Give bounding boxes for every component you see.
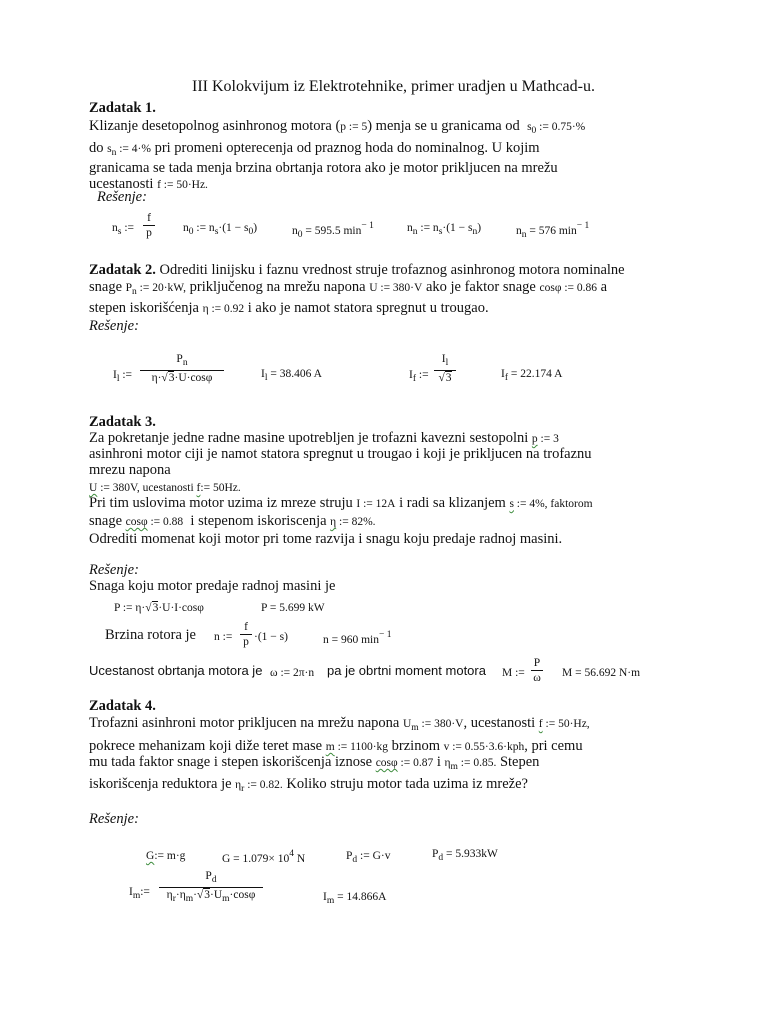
z3-m-def: M :=	[502, 667, 525, 679]
z3-omega-def: ω := 2π·n	[270, 667, 315, 679]
z3-resenje-label: Rešenje:	[89, 562, 139, 578]
z2-line3: stepen iskorišćenja η := 0.92 i ako je namot statora spregnut u trougao.	[89, 300, 489, 316]
z3-n-def2: ·(1 − s)	[254, 631, 288, 643]
z2-heading: Zadatak 2.	[89, 262, 156, 278]
z1-nn-def: $n_n$ := $n_s\cdot(1 - s_n)$	[407, 222, 482, 237]
z3-line3: mrezu napona	[89, 462, 171, 478]
z4-pd-result: $P_d = 5.933kW$	[432, 848, 498, 863]
z3-brzina-text: Brzina rotora je	[105, 627, 196, 643]
z2-if-fraction: $\frac{I_l}{√3}$	[434, 352, 456, 385]
z2-il-fraction: $\frac{P_n}{\eta\cdot√3\cdot U\cdot\cos\varphi}$	[140, 352, 224, 385]
z3-line1: Za pokretanje jedne radne masine upotrebljen je trofazni kavezni sestopolni p := 3	[89, 430, 559, 446]
z2-il-result: $I_l = 38.406$ A	[261, 368, 322, 383]
z1-nn-result: $n_n = 576$ $\min^{- 1}$	[516, 221, 590, 240]
z2-line1: Zadatak 2. Odrediti linijsku i faznu vrednost struje trofaznog asinhronog motora nominalne	[89, 262, 625, 278]
z1-ns-lhs: $n_s$ :=	[112, 222, 135, 237]
z1-resenje-label: Rešenje:	[97, 189, 147, 205]
z1-line3: granicama se tada menja brzina obrtanja rotora ako je motor prikljucen na mrežu	[89, 160, 558, 176]
z3-line5: Pri tim uslovima motor uzima iz mreze struju I := 12A i radi sa klizanjem s := 4%, faktorom	[89, 495, 593, 511]
z4-line2: pokrece mehanizam koji diže teret mase m := 1100·kg brzinom v := 0.55·3.6·kph, pri cemu	[89, 738, 583, 754]
z4-im-lhs: $I_m:=$	[129, 886, 150, 901]
z2-if-lhs: $I_f$ :=	[409, 369, 429, 384]
z1-line2: do $s_n$ := 4·% pri promeni opterecenja od praznog hoda do nominalnog. U kojim	[89, 140, 540, 158]
z3-line6: snage cosφ := 0.88 i stepenom iskoriscenja η := 82%.	[89, 513, 376, 529]
z2-resenje-label: Rešenje:	[89, 318, 139, 334]
z3-ucestanost-text: Ucestanost obrtanja motora je	[89, 663, 263, 678]
z4-resenje-label: Rešenje:	[89, 811, 139, 827]
z4-line4: iskorišcenja reduktora je $\eta_r$ := 0.82. Koliko struju motor tada uzima iz mreže?	[89, 776, 528, 794]
z1-line1: Klizanje desetopolnog asinhronog motora (p := 5) menja se u granicama od $s_0$ := 0.75·%	[89, 118, 586, 136]
page-title: III Kolokvijum iz Elektrotehnike, primer uradjen u Mathcad-u.	[192, 78, 595, 95]
z4-pd-def: $P_d$ := G·v	[346, 850, 391, 865]
z3-n-def: n :=	[214, 631, 233, 643]
z3-line7: Odrediti momenat koji motor pri tome razvija i snagu koju predaje radnoj masini.	[89, 531, 563, 547]
z1-ns-fraction: $\frac{f}{p}$	[143, 211, 155, 240]
z4-line3: mu tada faktor snage i stepen iskorišcenja iznose cosφ := 0.87 i $\eta_m$ := 0.85. Stepen	[89, 754, 540, 772]
z1-heading: Zadatak 1.	[89, 100, 156, 116]
z4-g-result: $G = 1.079\times 10^4$ N	[222, 849, 306, 865]
z3-snaga-text: Snaga koju motor predaje radnoj masini je	[89, 578, 336, 594]
z3-obrtni-text: pa je obrtni moment motora	[327, 663, 486, 678]
z2-if-result: $I_f = 22.174$ A	[501, 368, 563, 383]
z3-p-def: P := η·√3·U·I·cosφ	[114, 602, 204, 614]
z2-line2: snage $P_n$ := 20·kW, priključenog na mrežu napona U := 380·V ako je faktor snage cosφ := 0.86 a	[89, 279, 608, 297]
z1-line4: ucestanosti f := 50·Hz.	[89, 176, 208, 192]
z4-heading: Zadatak 4.	[89, 698, 156, 714]
z4-im-fraction: $\frac{P_d}{\eta_r\cdot\eta_m\cdot√3\cdot U_m\cdot\cos\varphi}$	[159, 869, 263, 906]
z3-n-result: n = 960 $\min^{- 1}$	[323, 630, 392, 646]
z1-n0-def: $n_0$ := $n_s\cdot(1 - s_0)$	[183, 222, 258, 237]
z4-g-def: G:= m·g	[146, 850, 186, 862]
z3-p-result: P = 5.699 kW	[261, 602, 325, 614]
z4-im-result: $I_m = 14.866A$	[323, 891, 387, 906]
z2-il-lhs: $I_l$ :=	[113, 369, 133, 384]
z3-m-result: M = 56.692 N·m	[562, 667, 641, 679]
z1-n0-result: $n_0 = 595.5$ $\min^{- 1}$	[292, 221, 374, 240]
z3-line2: asinhroni motor ciji je namot statora spregnut u trougao i koji je prikljucen na trofaznu	[89, 446, 592, 462]
z3-m-fraction: $\frac{P}{\omega}$	[531, 656, 543, 685]
z3-n-fraction: $\frac{f}{p}$	[240, 620, 252, 649]
z3-heading: Zadatak 3.	[89, 414, 156, 430]
z4-line1: Trofazni asinhroni motor prikljucen na mrežu napona $U_m$ := 380·V, ucestanosti f := 50·Hz,	[89, 715, 590, 733]
z3-line4: U := 380V, ucestanosti f:= 50Hz.	[89, 482, 241, 494]
